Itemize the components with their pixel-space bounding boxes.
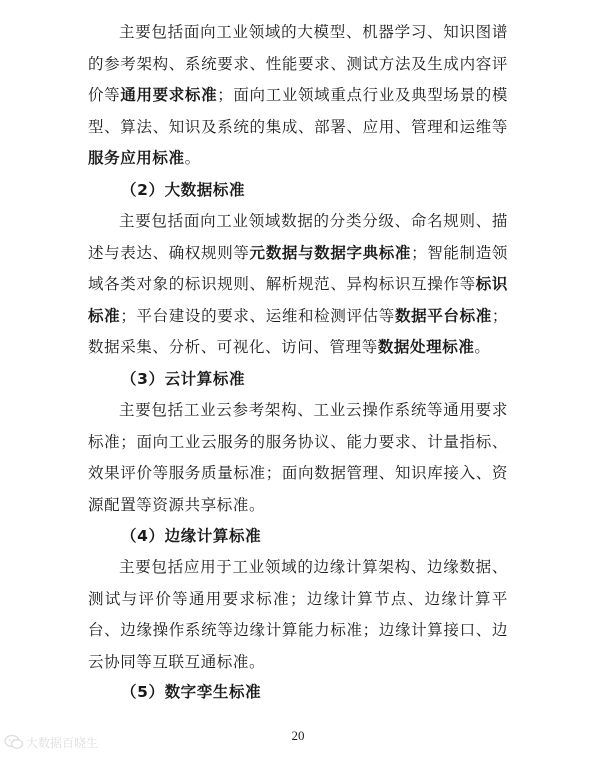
bold-term: 服务应用标准 xyxy=(88,149,185,168)
paragraph-big-data-standards xyxy=(88,206,508,364)
heading-big-data: （2）大数据标准 xyxy=(121,181,246,199)
text-run: ；面向工业领域重点行业及典型场景的模型、算法、知识及系统的集成、部署、应用、管理和运维等 xyxy=(88,86,508,136)
heading-digital-twin: （5）数字孪生标准 xyxy=(121,683,262,701)
bold-term: 数据平台标准 xyxy=(394,306,492,325)
text-run: ；平台建设的要求、运维和检测评估等 xyxy=(120,306,395,325)
paragraph-cloud-standards xyxy=(88,395,508,521)
text-run: 。 xyxy=(474,338,491,357)
paragraph-ai-standards xyxy=(88,17,508,175)
wechat-logo-icon xyxy=(4,733,24,751)
text-run: 主要包括面向工业领域数据的分类分级、命名规则、描述与表达、确权规则等 xyxy=(88,212,508,262)
watermark-text: 大数据百晓生 xyxy=(26,735,99,750)
text-run: 主要包括应用于工业领域的边缘计算架构、边缘数据、测试与评价等通用要求标准；边缘计算节点、边缘计算平台、边缘操作系统等边缘计算能力标准；边缘计算接口、边云协同等互联互通标准。 xyxy=(88,558,508,671)
bold-term: 标识标准 xyxy=(88,275,509,325)
text-run: 。 xyxy=(184,149,201,168)
text-run: ；数据采集、分析、可视化、访问、管理等 xyxy=(88,306,508,357)
watermark xyxy=(4,731,98,753)
bold-term: 通用要求标准 xyxy=(120,86,218,105)
page-number: 20 xyxy=(291,728,305,743)
text-run: 主要包括面向工业领域的大模型、机器学习、知识图谱的参考架构、系统要求、性能要求、测试方法及生成内容评价等 xyxy=(88,23,508,105)
text-run: 主要包括工业云参考架构、工业云操作系统等通用要求标准；面向工业云服务的服务协议、能力要求、计量指标、效果评价等服务质量标准；面向数据管理、知识库接入、资源配置等资源共享标准。 xyxy=(88,401,508,514)
heading-cloud-computing: （3）云计算标准 xyxy=(121,370,246,388)
text-run: ；智能制造领域各类对象的标识规则、解析规范、异构标识互操作等 xyxy=(88,243,508,294)
heading-edge-computing: （4）边缘计算标准 xyxy=(121,527,262,545)
bold-term: 元数据与数据字典标准 xyxy=(249,243,412,262)
bold-term: 数据处理标准 xyxy=(377,338,475,357)
paragraph-edge-standards xyxy=(88,552,508,678)
